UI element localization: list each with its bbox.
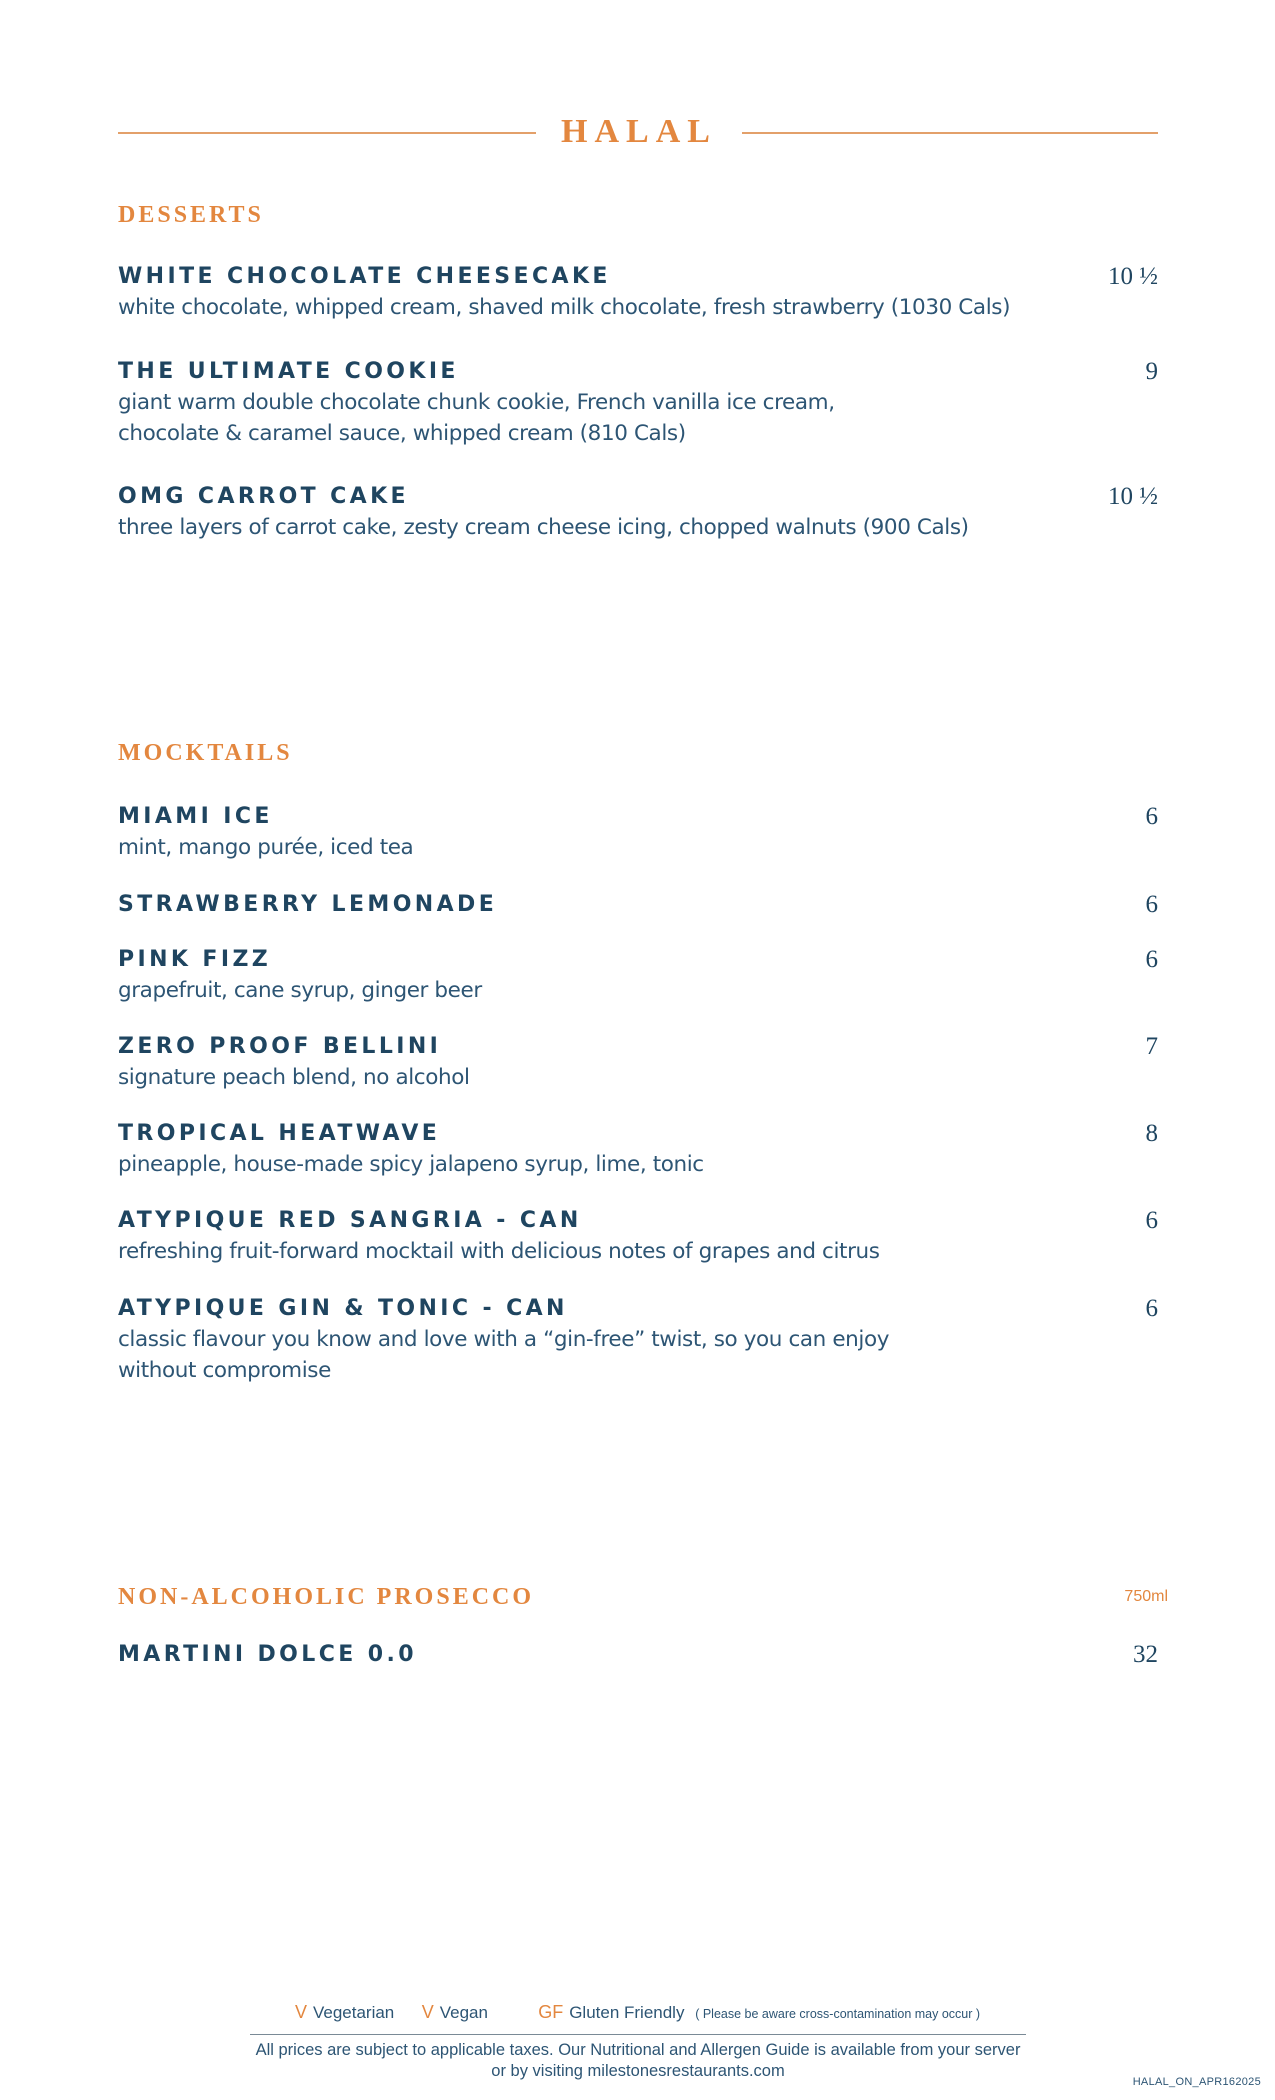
- vegetarian-label: Vegetarian: [312, 2003, 395, 2022]
- item-description-line2: without compromise: [118, 1358, 331, 1383]
- item-price: 7: [1145, 1033, 1158, 1060]
- section-title-desserts: DESSERTS: [118, 202, 264, 228]
- item-name: MIAMI ICE: [118, 804, 273, 829]
- title-rule-right: [742, 132, 1158, 134]
- item-name: PINK FIZZ: [118, 947, 272, 972]
- section-title-mocktails: MOCKTAILS: [118, 740, 293, 766]
- item-price: 10 ½: [1108, 483, 1158, 510]
- item-name: THE ULTIMATE COOKIE: [118, 359, 459, 384]
- vegan-label: Vegan: [439, 2003, 488, 2022]
- item-price: 10 ½: [1108, 263, 1158, 290]
- item-price: 9: [1145, 358, 1158, 385]
- item-price: 6: [1145, 1207, 1158, 1234]
- item-price: 32: [1133, 1641, 1158, 1668]
- item-name: TROPICAL HEATWAVE: [118, 1121, 441, 1146]
- item-name: ATYPIQUE GIN & TONIC - CAN: [118, 1296, 568, 1321]
- menu-item: [118, 802, 1158, 863]
- item-description: giant warm double chocolate chunk cookie, French vanilla ice cream,: [118, 390, 835, 415]
- item-price: 6: [1145, 803, 1158, 830]
- menu-item: [118, 482, 1158, 543]
- item-description: refreshing fruit-forward mocktail with delicious notes of grapes and citrus: [118, 1239, 880, 1264]
- item-description: mint, mango purée, iced tea: [118, 835, 414, 860]
- cross-contamination-note: ( Please be aware cross-contamination may occur ): [695, 2007, 981, 2021]
- menu-item: [118, 357, 1158, 449]
- item-name: OMG CARROT CAKE: [118, 484, 409, 509]
- item-name: ZERO PROOF BELLINI: [118, 1034, 442, 1059]
- item-description: white chocolate, whipped cream, shaved milk chocolate, fresh strawberry (1030 Cals): [118, 295, 1011, 320]
- footer-divider: [250, 2034, 1026, 2035]
- menu-item: [118, 1032, 1158, 1093]
- section-title-prosecco: NON-ALCOHOLIC PROSECCO: [118, 1584, 535, 1610]
- menu-item: [118, 890, 1158, 920]
- item-description: three layers of carrot cake, zesty cream cheese icing, chopped walnuts (900 Cals): [118, 515, 969, 540]
- title-rule-left: [118, 132, 536, 134]
- vegetarian-mark: V: [294, 2002, 307, 2022]
- item-description: pineapple, house-made spicy jalapeno syrup, lime, tonic: [118, 1152, 704, 1177]
- item-name: WHITE CHOCOLATE CHEESECAKE: [118, 264, 611, 289]
- menu-item: [118, 1640, 1158, 1670]
- item-description: grapefruit, cane syrup, ginger beer: [118, 978, 482, 1003]
- item-name: MARTINI DOLCE 0.0: [118, 1642, 417, 1667]
- menu-item: [118, 1119, 1158, 1180]
- footer-line-2: or by visiting milestonesrestaurants.com: [491, 2062, 785, 2080]
- bottle-size-label: 750ml: [1124, 1588, 1168, 1605]
- menu-version-code: HALAL_ON_APR162025: [1132, 2076, 1261, 2088]
- item-name: STRAWBERRY LEMONADE: [118, 892, 498, 917]
- item-name: ATYPIQUE RED SANGRIA - CAN: [118, 1208, 582, 1233]
- menu-title-row: [118, 112, 1158, 152]
- item-price: 8: [1145, 1120, 1158, 1147]
- item-description: signature peach blend, no alcohol: [118, 1065, 470, 1090]
- gluten-friendly-mark: GF: [538, 2002, 564, 2022]
- menu-title: HALAL: [561, 113, 717, 150]
- item-description: classic flavour you know and love with a “gin-free” twist, so you can enjoy: [118, 1327, 890, 1352]
- menu-item: [118, 1294, 1158, 1386]
- item-price: 6: [1145, 1295, 1158, 1322]
- vegan-mark: V: [421, 2002, 434, 2022]
- gluten-friendly-label: Gluten Friendly: [569, 2003, 685, 2022]
- menu-item: [118, 1206, 1158, 1267]
- item-price: 6: [1145, 891, 1158, 918]
- menu-item: [118, 262, 1158, 323]
- dietary-legend: [0, 2000, 1275, 2026]
- footer-line-1: All prices are subject to applicable taxes. Our Nutritional and Allergen Guide is available from your server: [255, 2041, 1021, 2059]
- item-price: 6: [1145, 946, 1158, 973]
- menu-item: [118, 945, 1158, 1006]
- item-description-line2: chocolate & caramel sauce, whipped cream (810 Cals): [118, 421, 686, 446]
- footer-disclaimer: [200, 2040, 1076, 2082]
